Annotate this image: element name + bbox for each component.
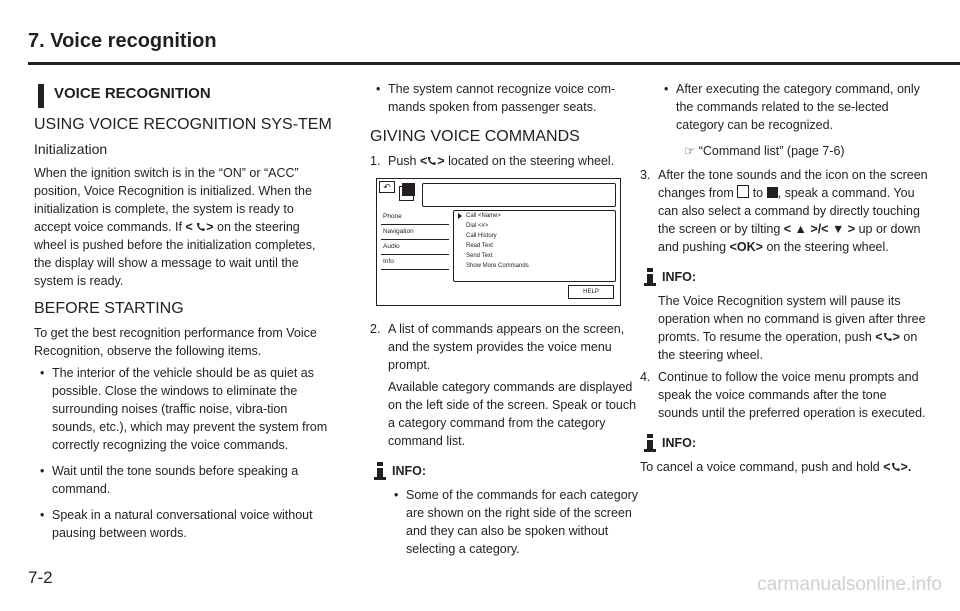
info-heading: INFO:	[374, 462, 645, 480]
category-menu	[381, 210, 449, 270]
command-item[interactable]: Call History	[466, 233, 497, 239]
talk-key: < >	[419, 154, 445, 168]
heading-initialization: Initialization	[34, 141, 108, 157]
watermark: carmanualsonline.info	[757, 574, 942, 595]
heading-before-starting: BEFORE STARTING	[34, 300, 184, 317]
info-icon	[644, 268, 656, 286]
column-1	[34, 80, 334, 550]
chapter-title: 7. Voice recognition	[28, 30, 217, 52]
column-3	[640, 80, 930, 480]
step-2: 2. A list of commands appears on the screen, and the system provides the voice menu prompt. Available category commands are displayed on the left side of the screen. Speak or touch a category command from the category command list.	[370, 322, 637, 448]
page-number: 7-2	[28, 568, 53, 587]
list-item: • Some of the commands for each category are shown on the right side of the screen and they can also be spoken without selecting a category.	[388, 486, 645, 558]
step-3: 3. After the tone sounds and the icon on the screen changes from to , speak a command. You can also select a command by directly touching the screen or by tilting < ▲ >/< ▼ > up or down and pushing <OK> on the steering wheel.	[640, 168, 928, 254]
info-paragraph: To cancel a voice command, push and hold < >.	[640, 460, 912, 474]
talk-icon	[891, 462, 901, 472]
menu-item-audio[interactable]: Audio	[381, 240, 449, 255]
voice-icon	[399, 183, 415, 199]
voice-screen-illustration	[376, 178, 621, 306]
command-item[interactable]: Call <Name>	[454, 211, 615, 221]
list-item: • The system cannot recognize voice com-mands spoken from passenger seats.	[370, 80, 645, 116]
before-bullets	[34, 364, 334, 542]
talk-icon	[196, 222, 206, 232]
ok-key: <OK>	[729, 240, 763, 254]
column-2	[370, 80, 645, 566]
step-1: 1. Push < > located on the steering wheel.	[370, 154, 615, 168]
info-heading: INFO:	[644, 268, 930, 286]
talk-key: < >	[875, 330, 900, 344]
voice-off-icon	[737, 185, 749, 198]
talk-icon	[883, 332, 893, 342]
before-intro: To get the best recognition performance from Voice Recognition, observe the following items.	[34, 326, 317, 358]
talk-key: < >.	[883, 460, 912, 474]
talk-icon	[427, 156, 437, 166]
command-item[interactable]: Dial <#>	[466, 223, 489, 229]
steps-list	[370, 152, 645, 170]
heading-giving: GIVING VOICE COMMANDS	[370, 128, 580, 145]
list-item: • Wait until the tone sounds before speaking a command.	[34, 462, 334, 498]
section-title: VOICE RECOGNITION	[34, 84, 334, 104]
init-paragraph: When the ignition switch is in the “ON” or “ACC” position, Voice Recognition is initialized. When the initialization is complete, the system is ready to accept voice commands. If < > on the steering wheel is pushed before the initialization completes, the display will show a message to wait until the system is ready.	[34, 166, 316, 288]
voice-on-icon	[767, 187, 778, 198]
list-item: • Speak in a natural conversational voice without pausing between words.	[34, 506, 334, 542]
command-panel	[453, 210, 616, 282]
step-4: 4. Continue to follow the voice menu prompts and speak the voice commands after the tone sounds until the preferred operation is executed.	[640, 370, 926, 420]
list-item: • After executing the category command, only the commands related to the se-lected category can be recognized.	[658, 80, 930, 134]
screen-topbar	[422, 183, 616, 207]
talk-key: < >	[185, 220, 214, 234]
menu-item-phone[interactable]: Phone	[381, 210, 449, 225]
menu-item-navigation[interactable]: Navigation	[381, 225, 449, 240]
info-icon	[374, 462, 386, 480]
back-icon: ↶	[379, 181, 395, 193]
command-item[interactable]: Read Text	[466, 243, 493, 249]
menu-item-info[interactable]: Info	[381, 255, 449, 270]
info-paragraph: The Voice Recognition system will pause its operation when no command is given after three promts. To resume the operation, push < > on the steering wheel.	[658, 294, 926, 362]
info-heading: INFO:	[644, 434, 930, 452]
header-rule	[28, 62, 960, 65]
help-button[interactable]: HELP	[568, 285, 614, 299]
command-item[interactable]: Send Text	[466, 253, 493, 259]
command-item[interactable]: Show More Commands	[466, 263, 529, 269]
cross-reference[interactable]: ☞ “Command list” (page 7-6)	[684, 144, 845, 158]
heading-using: USING VOICE RECOGNITION SYS-TEM	[34, 116, 332, 133]
info-icon	[644, 434, 656, 452]
section-bar	[38, 84, 44, 108]
tilt-keys: < ▲ >/< ▼ >	[783, 222, 856, 236]
reference-icon: ☞	[684, 144, 696, 158]
list-item: • The interior of the vehicle should be as quiet as possible. Close the windows to eliminate the surrounding noises (traffic noise, vibra-tion sounds, etc.), which may prevent the system from correctly recognizing the voice commands.	[34, 364, 334, 454]
